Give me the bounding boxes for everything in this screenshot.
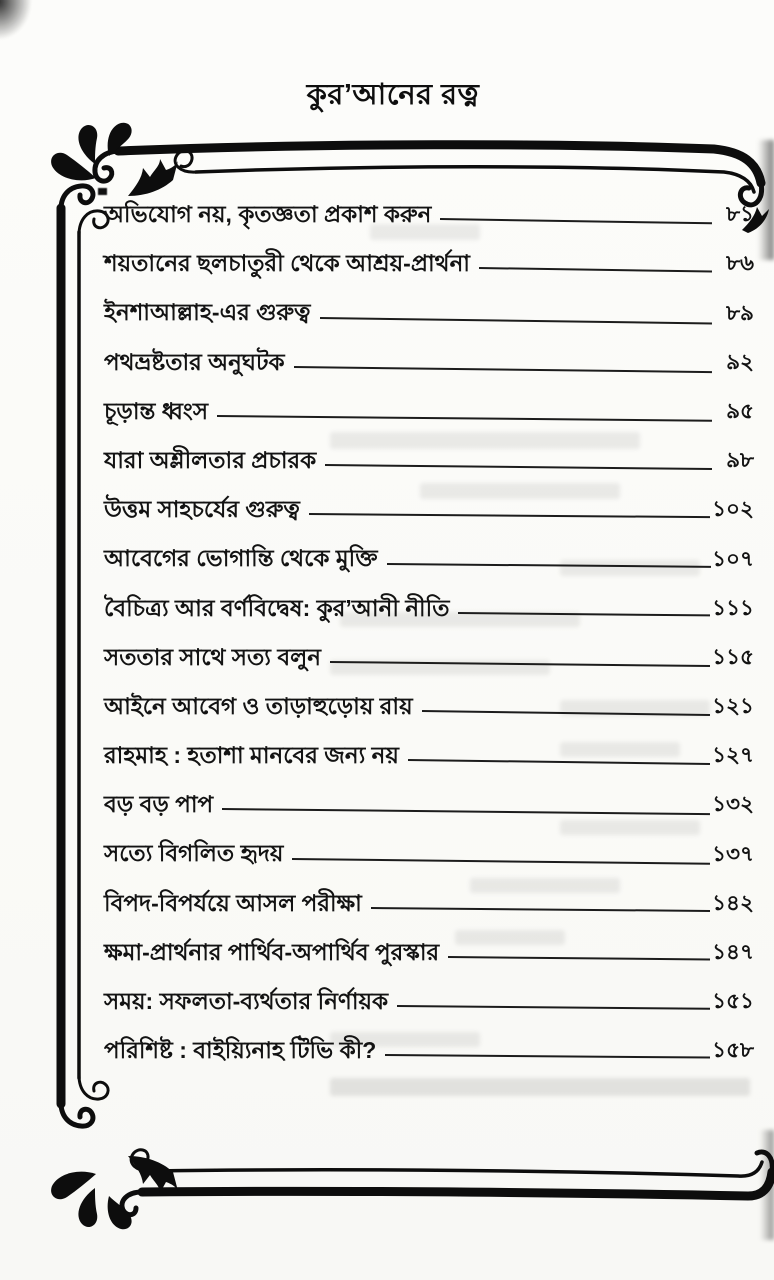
toc-entry-page: ১২৭ (712, 743, 754, 768)
toc-entry-title: সততার সাথে সত্য বলুন (104, 643, 321, 670)
toc-entry-title: আইনে আবেগ ও তাড়াহুড়োয় রায় (104, 692, 413, 719)
leader-line (479, 267, 712, 272)
leader-line (408, 759, 710, 765)
toc-entry-title: অভিযোগ নয়, কৃতজ্ঞতা প্রকাশ করুন (104, 201, 432, 228)
leader-line (371, 907, 710, 912)
toc-entry-page: ১৩৭ (712, 841, 754, 866)
leader-line (309, 513, 710, 518)
toc-entry-page: ৯৮ (726, 448, 754, 473)
toc-row (104, 331, 754, 380)
toc-entry-page: ১০৭ (712, 546, 754, 571)
toc-entry-page: ১৪৭ (712, 940, 754, 964)
toc-entry-title: বৈচিত্র্য আর বর্ণবিদ্বেষ: কুর’আনী নীতি (104, 594, 450, 621)
toc-row (104, 527, 754, 576)
toc-row (104, 577, 754, 626)
toc-entry-page: ১১৫ (712, 644, 754, 669)
leader-line (222, 808, 710, 815)
toc-row (104, 724, 754, 773)
toc-row (104, 1019, 754, 1068)
toc-row (104, 872, 754, 921)
leader-line (217, 415, 712, 422)
toc-row (104, 773, 754, 822)
leader-line (325, 464, 712, 470)
leader-line (385, 1054, 710, 1059)
toc-row (104, 478, 754, 527)
toc-row (104, 232, 754, 281)
toc-entry-page: ৮৬ (726, 251, 754, 276)
toc-entry-title: শয়তানের ছলচাতুরী থেকে আশ্রয়-প্রার্থনা (104, 250, 470, 277)
leader-line (292, 858, 710, 865)
toc-entry-title: বড় বড় পাপ (104, 791, 214, 818)
toc-entry-page: ১৫৮ (712, 1038, 754, 1063)
toc-entry-page: ১১১ (712, 595, 754, 620)
page-title: কুর’আনের রত্ন (306, 79, 480, 111)
toc-row (104, 822, 754, 871)
toc-entry-title: সত্যে বিগলিত হৃদয় (104, 840, 284, 867)
toc-entry-title: ইনশাআল্লাহ-এর গুরুত্ব (104, 299, 311, 326)
leader-line (422, 710, 710, 716)
toc-entry-page: ৯২ (726, 349, 754, 374)
leader-line (448, 956, 710, 961)
toc-row (104, 429, 754, 478)
toc-entry-page: ১৪২ (712, 890, 754, 915)
leader-line (387, 563, 711, 568)
toc-entry-title: সময়: সফলতা-ব্যর্থতার নির্ণায়ক (104, 988, 389, 1015)
toc-entry-title: রাহমাহ : হতাশা মানবের জন্য নয় (104, 742, 399, 769)
leader-line (294, 366, 712, 373)
toc-entry-title: পথভ্রষ্টতার অনুঘটক (104, 348, 285, 375)
toc-row (104, 675, 754, 724)
toc-row (104, 970, 754, 1019)
toc-entry-title: যারা অশ্লীলতার প্রচারক (104, 446, 317, 473)
toc-row (104, 626, 754, 675)
toc-entry-page: ১৫১ (712, 989, 754, 1014)
leader-line (397, 1005, 710, 1010)
toc-row (104, 380, 754, 429)
toc-entry-page: ১৩২ (712, 792, 754, 817)
toc-entry-title: চূড়ান্ত ধ্বংস (104, 397, 209, 424)
toc-entry-title: বিপদ-বিপর্যয়ে আসল পরীক্ষা (104, 889, 362, 916)
toc-entry-page: ৯৫ (726, 398, 754, 423)
leader-line (330, 661, 710, 667)
toc-entry-title: উত্তম সাহচর্যের গুরুত্ব (104, 496, 300, 523)
toc-row (104, 183, 754, 232)
toc-entry-page: ১২১ (712, 694, 754, 719)
toc-row (104, 281, 754, 330)
toc-entry-title: আবেগের ভোগান্তি থেকে মুক্তি (104, 545, 378, 572)
toc-entry-title: ক্ষমা-প্রার্থনার পার্থিব-অপার্থিব পুরস্কার (104, 938, 440, 965)
leader-line (320, 317, 712, 324)
toc-entry-page: ১০২ (712, 497, 754, 522)
toc-entry-page: ৮১ (726, 202, 754, 227)
table-of-contents (104, 183, 754, 1068)
toc-entry-page: ৮৯ (726, 300, 754, 325)
leader-line (440, 218, 712, 224)
toc-row (104, 921, 754, 970)
toc-entry-title: পরিশিষ্ট : বাইয়্যিনাহ টিভি কী? (104, 1037, 377, 1064)
leader-line (458, 612, 710, 616)
